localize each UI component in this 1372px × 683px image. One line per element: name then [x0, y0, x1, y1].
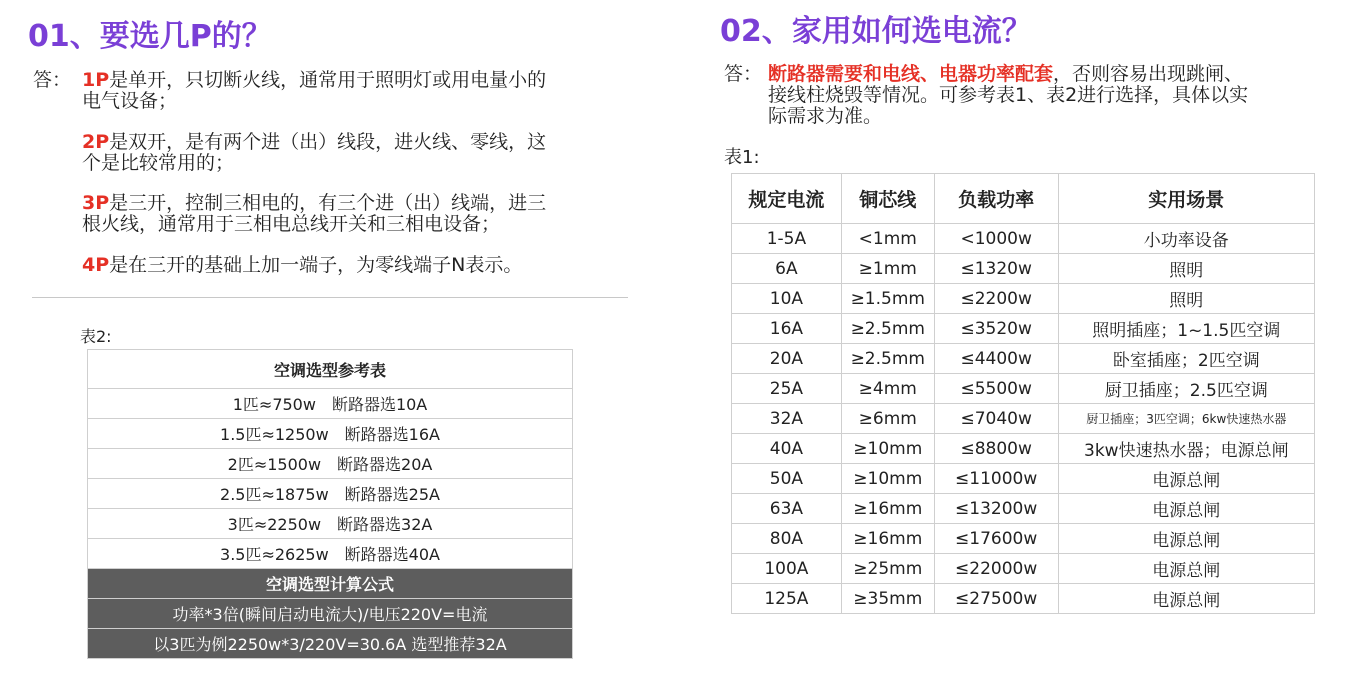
cell-scenario: 照明	[1058, 284, 1314, 314]
header-copper-wire: 铜芯线	[841, 174, 934, 224]
section-02-heading: 02、家用如何选电流？	[720, 14, 1032, 49]
cell-wire: ≥2.5mm	[841, 314, 934, 344]
cell-wire: ≥1mm	[841, 254, 934, 284]
current-selection-table	[731, 173, 1315, 614]
cell-current: 125A	[732, 584, 842, 614]
table-row	[732, 224, 1315, 254]
cell-power: ≤17600w	[934, 524, 1058, 554]
header-usage-scenario: 实用场景	[1058, 174, 1314, 224]
answer-label-left: 答：	[33, 69, 72, 91]
cell-power: <1000w	[934, 224, 1058, 254]
item-3p	[82, 193, 546, 235]
cell-wire: ≥10mm	[841, 434, 934, 464]
item-line2: 电气设备；	[82, 90, 178, 112]
cell-scenario: 电源总闸	[1058, 584, 1314, 614]
cell-current: 50A	[732, 464, 842, 494]
item-line1: 是三开，控制三相电的，有三个进（出）线端，进三	[109, 192, 547, 214]
table2-title: 空调选型参考表	[88, 350, 573, 389]
cell-power: ≤1320w	[934, 254, 1058, 284]
cell-power: ≤5500w	[934, 374, 1058, 404]
answer-label-right: 答：	[724, 63, 763, 85]
item-1p	[82, 70, 546, 112]
cell-power: ≤3520w	[934, 314, 1058, 344]
item-key: 1P	[82, 69, 110, 91]
item-2p	[82, 132, 546, 174]
cell-wire: ≥10mm	[841, 464, 934, 494]
answer-rest: ，否则容易出现跳闸、	[1053, 63, 1244, 85]
cell-current: 80A	[732, 524, 842, 554]
item-line1: 是单开，只切断火线，通常用于照明灯或用电量小的	[109, 69, 547, 91]
cell-wire: ≥35mm	[841, 584, 934, 614]
cell-scenario: 厨卫插座；2.5匹空调	[1058, 374, 1314, 404]
table-row	[732, 464, 1315, 494]
table-row	[732, 284, 1315, 314]
cell-wire: ≥1.5mm	[841, 284, 934, 314]
cell-power: ≤8800w	[934, 434, 1058, 464]
table-row	[732, 404, 1315, 434]
table2-row: 1匹≈750w 断路器选10A	[88, 389, 573, 419]
answer-line2: 接线柱烧毁等情况。可参考表1、表2进行选择，具体以实	[768, 84, 1249, 106]
answer-right	[768, 64, 1248, 127]
cell-current: 10A	[732, 284, 842, 314]
item-key: 4P	[82, 254, 110, 276]
cell-current: 16A	[732, 314, 842, 344]
table2-row: 2匹≈1500w 断路器选20A	[88, 449, 573, 479]
item-line2: 根火线，通常用于三相电总线开关和三相电设备；	[82, 213, 501, 235]
cell-wire: ≥16mm	[841, 524, 934, 554]
cell-scenario: 电源总闸	[1058, 524, 1314, 554]
cell-current: 25A	[732, 374, 842, 404]
table-row	[732, 554, 1315, 584]
cell-scenario: 电源总闸	[1058, 464, 1314, 494]
section-divider	[32, 297, 628, 298]
cell-power: ≤22000w	[934, 554, 1058, 584]
table2-row: 1.5匹≈1250w 断路器选16A	[88, 419, 573, 449]
table-row	[732, 434, 1315, 464]
cell-current: 1-5A	[732, 224, 842, 254]
cell-scenario: 3kw快速热水器；电源总闸	[1058, 434, 1314, 464]
aircon-reference-table	[87, 349, 573, 659]
cell-wire: ≥16mm	[841, 494, 934, 524]
item-line1: 是在三开的基础上加一端子，为零线端子N表示。	[109, 254, 523, 276]
table2-row: 3匹≈2250w 断路器选32A	[88, 509, 573, 539]
table-row	[732, 344, 1315, 374]
cell-wire: ≥6mm	[841, 404, 934, 434]
cell-scenario: 卧室插座；2匹空调	[1058, 344, 1314, 374]
cell-current: 40A	[732, 434, 842, 464]
header-rated-current: 规定电流	[732, 174, 842, 224]
item-line1: 是双开，是有两个进（出）线段，进火线、零线，这	[109, 131, 547, 153]
cell-current: 6A	[732, 254, 842, 284]
cell-current: 32A	[732, 404, 842, 434]
item-4p	[82, 255, 522, 276]
header-load-power: 负载功率	[934, 174, 1058, 224]
cell-current: 100A	[732, 554, 842, 584]
cell-scenario: 电源总闸	[1058, 554, 1314, 584]
cell-scenario: 照明	[1058, 254, 1314, 284]
cell-power: ≤4400w	[934, 344, 1058, 374]
cell-current: 63A	[732, 494, 842, 524]
table-row	[732, 584, 1315, 614]
formula-row: 功率*3倍(瞬间启动电流大)/电压220V=电流	[88, 599, 573, 629]
cell-scenario: 小功率设备	[1058, 224, 1314, 254]
table-row	[732, 254, 1315, 284]
cell-wire: ≥2.5mm	[841, 344, 934, 374]
cell-wire: ≥25mm	[841, 554, 934, 584]
cell-power: ≤11000w	[934, 464, 1058, 494]
cell-power: ≤27500w	[934, 584, 1058, 614]
cell-scenario: 照明插座；1~1.5匹空调	[1058, 314, 1314, 344]
cell-current: 20A	[732, 344, 842, 374]
cell-scenario: 电源总闸	[1058, 494, 1314, 524]
table-row	[732, 314, 1315, 344]
table-row	[732, 374, 1315, 404]
cell-power: ≤2200w	[934, 284, 1058, 314]
answer-line3: 际需求为准。	[768, 105, 883, 127]
item-key: 2P	[82, 131, 110, 153]
item-line2: 个是比较常用的；	[82, 152, 235, 174]
answer-highlight: 断路器需要和电线、电器功率配套	[768, 63, 1054, 85]
formula-title: 空调选型计算公式	[88, 569, 573, 599]
section-01-heading: 01、要选几P的？	[28, 19, 272, 54]
item-key: 3P	[82, 192, 110, 214]
table2-caption: 表2:	[80, 327, 112, 346]
cell-power: ≤7040w	[934, 404, 1058, 434]
cell-scenario: 厨卫插座；3匹空调；6kw快速热水器	[1058, 404, 1314, 434]
cell-power: ≤13200w	[934, 494, 1058, 524]
table-row	[732, 494, 1315, 524]
table1-caption: 表1:	[724, 147, 760, 168]
table2-row: 2.5匹≈1875w 断路器选25A	[88, 479, 573, 509]
table2-row: 3.5匹≈2625w 断路器选40A	[88, 539, 573, 569]
cell-wire: ≥4mm	[841, 374, 934, 404]
formula-row: 以3匹为例2250w*3/220V=30.6A 选型推荐32A	[88, 629, 573, 659]
cell-wire: <1mm	[841, 224, 934, 254]
table-row	[732, 524, 1315, 554]
